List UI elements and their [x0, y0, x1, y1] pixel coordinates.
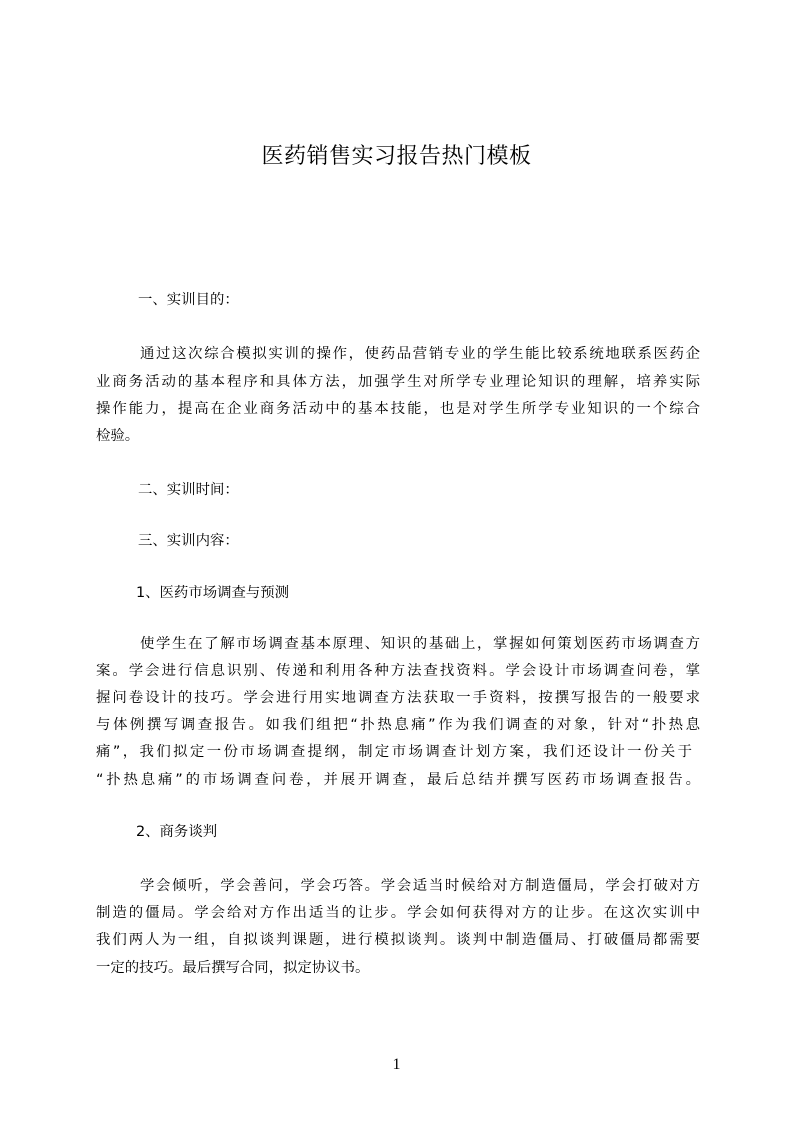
subsection-heading-negotiation: 2、商务谈判 — [136, 824, 218, 840]
paragraph-line: 与体例撰写调查报告。如我们组把“扑热息痛”作为我们调查的对象，针对“扑热息 — [96, 717, 700, 733]
paragraph-line: 使学生在了解市场调查基本原理、知识的基础上，掌握如何策划医药市场调查方 — [140, 636, 700, 652]
document-title: 医药销售实习报告热门模板 — [261, 144, 532, 169]
paragraph-line: 检验。 — [96, 428, 140, 444]
paragraph-line: 操作能力，提高在企业商务活动中的基本技能，也是对学生所学专业知识的一个综合 — [96, 401, 700, 417]
paragraph-line: 制造的僵局。学会给对方作出适当的让步。学会如何获得对方的让步。在这次实训中 — [96, 905, 700, 921]
paragraph-line: 握问卷设计的技巧。学会进行用实地调查方法获取一手资料，按撰写报告的一般要求 — [96, 690, 700, 706]
paragraph-line: 一定的技巧。最后撰写合同，拟定协议书。 — [96, 960, 370, 976]
section-heading-content: 三、实训内容： — [138, 533, 239, 549]
section-heading-time: 二、实训时间： — [138, 482, 239, 498]
section-heading-purpose: 一、实训目的： — [138, 292, 239, 308]
paragraph-line: 学会倾听，学会善问，学会巧答。学会适当时候给对方制造僵局，学会打破对方 — [140, 878, 700, 894]
subsection-heading-market-research: 1、医药市场调查与预测 — [136, 585, 290, 601]
paragraph-line: 案。学会进行信息识别、传递和利用各种方法查找资料。学会设计市场调查问卷，掌 — [96, 663, 700, 679]
paragraph-line: 我们两人为一组，自拟谈判课题，进行模拟谈判。谈判中制造僵局、打破僵局都需要 — [96, 932, 700, 948]
paragraph-line: 通过这次综合模拟实训的操作，使药品营销专业的学生能比较系统地联系医药企 — [140, 346, 700, 362]
paragraph-line: 业商务活动的基本程序和具体方法，加强学生对所学专业理论知识的理解，培养实际 — [96, 374, 700, 390]
page-number: 1 — [392, 1056, 401, 1073]
paragraph-line: “扑热息痛”的市场调查问卷，并展开调查，最后总结并撰写医药市场调查报告。 — [96, 772, 700, 788]
paragraph-line: 痛”，我们拟定一份市场调查提纲，制定市场调查计划方案，我们还设计一份关于 — [96, 744, 692, 760]
